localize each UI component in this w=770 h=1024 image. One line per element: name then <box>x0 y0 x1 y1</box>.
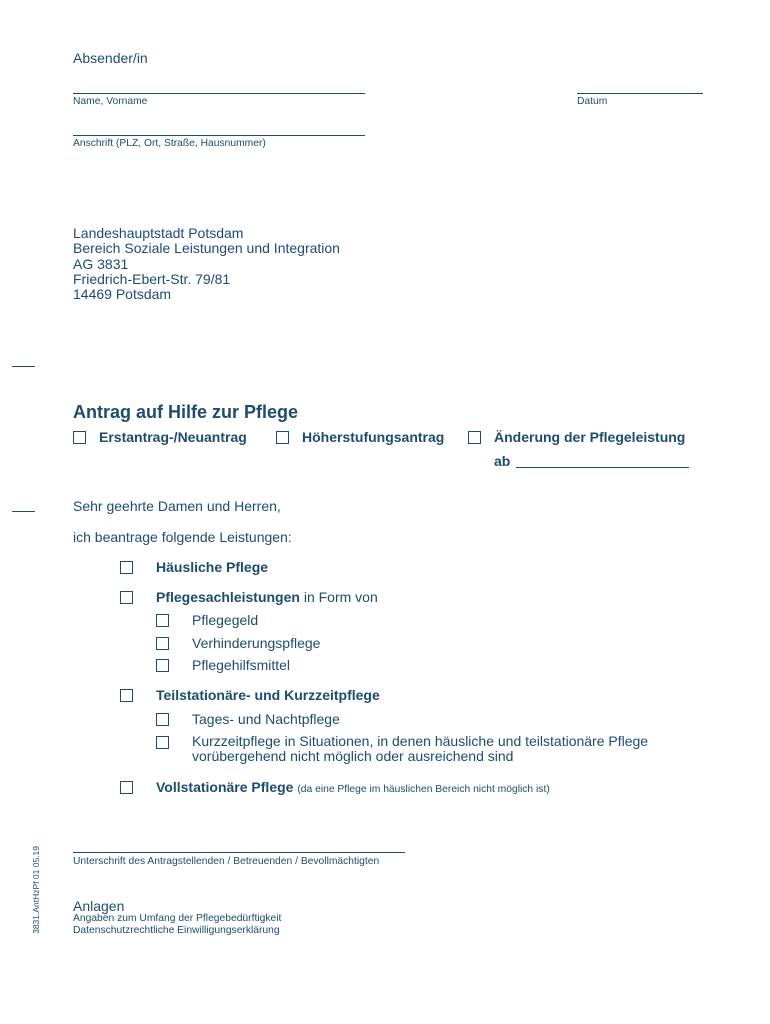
address-field-label: Anschrift (PLZ, Ort, Straße, Hausnummer) <box>73 138 266 149</box>
checkbox-teilstationaere-kurzzeitpflege[interactable] <box>120 689 133 702</box>
checkbox-pflegesachleistungen[interactable] <box>120 591 133 604</box>
checkbox-erstantrag[interactable] <box>73 431 86 444</box>
option-label: Höherstufungsantrag <box>302 429 445 445</box>
intro-text: ich beantrage folgende Leistungen: <box>73 529 292 545</box>
service-item <box>156 779 550 798</box>
date-field-label: Datum <box>577 96 608 107</box>
recipient-line: 14469 Potsdam <box>73 286 172 303</box>
checkbox-verhinderungspflege[interactable] <box>156 637 169 650</box>
address-field-line[interactable] <box>73 135 365 136</box>
attachment-item: Datenschutzrechtliche Einwilligungserklärung <box>73 925 280 936</box>
service-label: Vollstationäre Pflege <box>156 779 294 795</box>
date-field-line[interactable] <box>577 93 703 94</box>
option-label: Änderung der Pflegeleistung <box>494 429 686 445</box>
sender-heading: Absender/in <box>73 50 148 66</box>
sub-option-label: Pflegehilfsmittel <box>192 657 291 673</box>
service-label: Häusliche Pflege <box>156 559 269 575</box>
name-field-label: Name, Vorname <box>73 96 148 107</box>
checkbox-pflegegeld[interactable] <box>156 614 169 627</box>
change-date-prefix: ab <box>494 453 511 469</box>
form-code: 3831.AntHzPf 01 05.19 <box>31 846 41 934</box>
signature-label: Unterschrift des Antragstellenden / Betreuenden / Bevollmächtigten <box>73 856 380 867</box>
sub-option-label: Kurzzeitpflege in Situationen, in denen häusliche und teilstationäre Pflege vorübergehend nicht möglich oder ausreichend sind <box>192 733 649 765</box>
checkbox-kurzzeitpflege[interactable] <box>156 736 169 749</box>
sub-option-label: Verhinderungspflege <box>192 635 321 651</box>
attachment-item: Angaben zum Umfang der Pflegebedürftigkeit <box>73 913 282 924</box>
checkbox-vollstationaere-pflege[interactable] <box>120 781 133 794</box>
signature-field-line[interactable] <box>73 852 405 853</box>
recipient-line: AG 3831 <box>73 255 129 272</box>
checkbox-haeusliche-pflege[interactable] <box>120 561 133 574</box>
service-label: Pflegesachleistungen <box>156 589 300 605</box>
change-date-field-line[interactable] <box>516 467 689 468</box>
checkbox-pflegehilfsmittel[interactable] <box>156 659 169 672</box>
service-suffix: in Form von <box>303 589 378 605</box>
recipient-line: Bereich Soziale Leistungen und Integration <box>73 240 340 257</box>
fold-mark <box>12 511 35 512</box>
fold-mark <box>12 366 35 367</box>
service-label: Teilstationäre- und Kurzzeitpflege <box>156 687 380 703</box>
checkbox-aenderung-pflegeleistung[interactable] <box>468 431 481 444</box>
recipient-address <box>73 226 340 302</box>
option-label: Erstantrag-/Neuantrag <box>99 429 247 445</box>
name-field-line[interactable] <box>73 93 365 94</box>
attachments-heading: Anlagen <box>73 898 125 914</box>
recipient-line: Friedrich-Ebert-Str. 79/81 <box>73 270 231 287</box>
sub-option-label: Tages- und Nachtpflege <box>192 711 340 727</box>
recipient-line: Landeshauptstadt Potsdam <box>73 225 244 241</box>
salutation: Sehr geehrte Damen und Herren, <box>73 498 281 514</box>
checkbox-hoeherstufungsantrag[interactable] <box>276 431 289 444</box>
service-note: (da eine Pflege im häuslichen Bereich nicht möglich ist) <box>297 784 550 795</box>
sub-option-label: Pflegegeld <box>192 612 259 628</box>
service-item <box>156 589 378 605</box>
form-title: Antrag auf Hilfe zur Pflege <box>73 402 299 422</box>
checkbox-tages-nachtpflege[interactable] <box>156 713 169 726</box>
